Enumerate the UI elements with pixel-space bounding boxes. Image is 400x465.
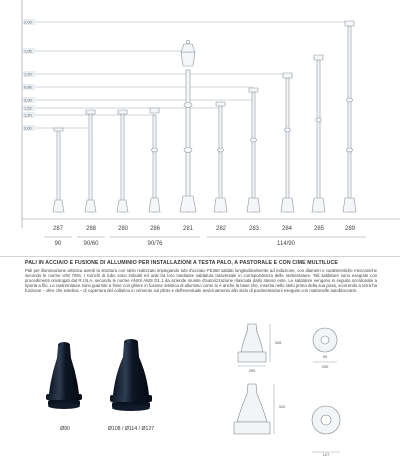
dimension-height: 320 — [278, 404, 286, 409]
section-title: PALI IN ACCIAIO E FUSIONE DI ALLUMINIO PER INSTALLAZIONI A TESTA PALO, A PASTORALE E CON CIME MULTILUCE — [25, 260, 338, 266]
pole-number: 289 — [344, 226, 356, 232]
scale-label: 1,52 — [24, 105, 32, 111]
dimension-outer-diameter: 290 — [321, 364, 329, 369]
dimension-width: 290 — [248, 368, 256, 373]
pole-number: 280 — [117, 226, 129, 232]
base-caption: Ø90 — [60, 426, 70, 432]
pole-number: 283 — [248, 226, 260, 232]
dimension-inner-diameter: 90 — [322, 354, 328, 359]
pole-280 — [117, 110, 128, 212]
technical-drawing-bottom — [234, 384, 340, 452]
pole-283 — [247, 88, 260, 212]
pole-number: 281 — [182, 226, 194, 232]
group-label: 90 — [54, 241, 62, 247]
pole-number: 287 — [52, 226, 64, 232]
pole-285 — [312, 55, 325, 212]
scale-label: 0,80 — [24, 84, 32, 90]
scale-labels — [23, 19, 35, 131]
pole-289 — [343, 21, 356, 212]
group-labels — [55, 241, 296, 247]
group-label: 90/76 — [147, 241, 163, 247]
pole-number: 284 — [281, 226, 293, 232]
base-products-area — [0, 322, 400, 460]
pole-number: 285 — [313, 226, 325, 232]
base-photo-108-114-127 — [110, 339, 152, 411]
dimension-height: 345 — [274, 340, 282, 345]
section-description: Pali per illuminazione artistica aventi la struttura con stelo realizzato impiegando tubi d'acciaio FE360 saldati longitudinalmente ad induzione, con diametri e caratteristiche meccaniche secondo le norme UNI 7091. I tronchi di tubo sono imbutiti ed uniti tra loro mediante saldatura trasversale in corrispondenza delle rastremature. Tali saldature sono eseguite con procedimenti omologati dal R.I.N.A. secondo le norme ANSI/ AWS D1.1 da aziende munite d'autorizzazione rilasciata dallo stesso ente. Le saldature vengono in seguito scordonate a riporta a filo. Le rastremature sono guarnite a finire con ghiere in fusione artistica di alluminio come lo è anche la base che, inserita nello stelo prima della sua posa, scorrendo a terra ha funzione – oltre che estetica – di copertura del collarino in cemento sul plinto e dell'eventuale avvicinamento allo stelo di pavimentazioni eseguite con mattonelle autobloccanti. — [25, 268, 377, 294]
reference-lines — [22, 19, 400, 219]
scale-label: 2,00 — [24, 19, 32, 25]
scale-label: 1,20 — [24, 112, 32, 118]
scale-label: 3,60 — [24, 125, 32, 131]
pole-288 — [85, 110, 96, 212]
pole-282 — [214, 102, 227, 212]
pole-labels — [53, 226, 356, 232]
base-photo-90 — [46, 342, 82, 409]
pole-286 — [149, 108, 160, 212]
pole-number: 282 — [215, 226, 227, 232]
pole-drawings — [53, 21, 356, 212]
dimension-inner-diameter: 127 — [322, 452, 330, 457]
pole-284 — [281, 73, 294, 212]
scale-label: 1,20 — [24, 71, 32, 77]
pole-281 — [180, 40, 196, 212]
section-divider — [0, 256, 400, 257]
scale-label: 1,05 — [24, 48, 32, 54]
scale-label: 3,00 — [24, 97, 32, 103]
pole-287 — [53, 128, 64, 212]
technical-drawing-top — [238, 324, 337, 366]
pole-number: 286 — [149, 226, 161, 232]
group-label: 114/90 — [277, 241, 295, 247]
base-caption: Ø108 / Ø114 / Ø127 — [107, 426, 155, 432]
group-label: 90/60 — [83, 241, 99, 247]
pole-number: 288 — [85, 226, 97, 232]
base-illustrations — [0, 322, 400, 460]
